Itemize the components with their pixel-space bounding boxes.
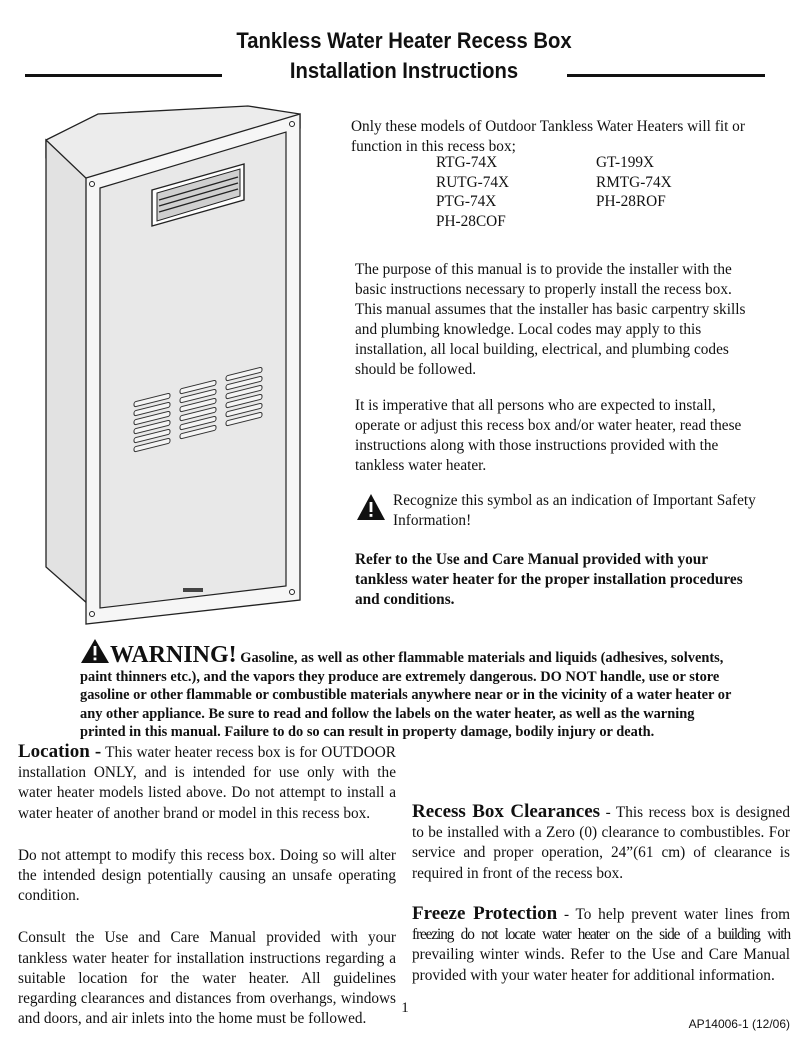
model-name: RUTG-74X <box>436 173 510 191</box>
freeze-text-b: freezing do not locate water heater on the side of a building with <box>412 926 790 944</box>
location-heading: Location - <box>18 741 102 762</box>
freeze-section <box>412 904 790 986</box>
purpose-paragraph: The purpose of this manual is to provide the installer with the basic instructions necessary to properly install the recess box. This manual assumes that the installer has basic carpentry skills and plumbing knowledge. Local codes may apply to this installation, all local building, electrical, and plumbing codes should be followed. <box>355 261 746 378</box>
model-row <box>436 173 756 193</box>
models-intro: Only these models of Outdoor Tankless Water Heaters will fit or function in this recess box; <box>351 118 745 155</box>
recess-box-illustration <box>38 92 308 642</box>
document-code: AP14006-1 (12/06) <box>688 1017 790 1031</box>
freeze-heading: Freeze Protection <box>412 903 558 924</box>
freeze-text-c: prevailing winter winds. Refer to the Use and Care Manual provided with your water heater for additional information. <box>412 946 790 984</box>
location-p3: Consult the Use and Care Manual provided with your tankless water heater for installation instructions regarding a suitable location for the water heater. All guidelines regarding clearances and distances from overhangs, windows and doors, and air inlets into the home must be followed. <box>18 929 396 1028</box>
warning-triangle-icon <box>356 493 386 521</box>
warning-label: WARNING! <box>110 642 237 668</box>
model-name <box>596 212 756 232</box>
clearances-heading: Recess Box Clearances <box>412 801 601 822</box>
model-row <box>436 192 756 212</box>
model-name: PH-28ROF <box>596 193 666 210</box>
model-name: GT-199X <box>596 154 655 171</box>
model-name: PTG-74X <box>436 193 497 210</box>
handle-icon <box>183 588 203 592</box>
safety-symbol-note: Recognize this symbol as an indication of Important Safety Information! <box>393 492 756 529</box>
page-subtitle: Installation Instructions <box>289 58 519 83</box>
model-row <box>436 212 756 232</box>
clearances-text: - This recess box is designed to be installed with a Zero (0) clearance to combustibles. For service and proper operation, 24”(61 cm) of clearance is required in front of the recess box. <box>412 804 790 882</box>
warning-text: Gasoline, as well as other flammable materials and liquids (adhesives, solvents, paint thinners etc.), and the vapors they produce are extremely dangerous. DO NOT handle, use or store gasoline or other flammable or combustible materials anywhere near or in the vicinity of a water heater or any other appliance. Be sure to read and follow the labels on the water heater, as well as the warning printed in this manual. Failure to do so can result in property damage, bodily injury or death. <box>80 650 732 740</box>
title-rule-right <box>567 74 765 77</box>
warning-block <box>80 638 740 742</box>
refer-note: Refer to the Use and Care Manual provided with your tankless water heater for the proper installation procedures and conditions. <box>355 551 743 608</box>
title-rule-left <box>25 74 222 77</box>
clearances-section <box>412 802 790 884</box>
model-name: RMTG-74X <box>596 173 672 191</box>
model-name: RTG-74X <box>436 154 498 171</box>
page-number: 1 <box>401 1000 409 1016</box>
model-list <box>436 153 756 231</box>
location-p1-text: This water heater recess box is for OUTDOOR installation ONLY, and is intended for use only with the water heater models listed above. Do not attempt to install a water heater of another brand or model in this recess box. <box>18 744 396 822</box>
page-title: Tankless Water Heater Recess Box <box>236 28 572 53</box>
warning-triangle-icon <box>80 638 110 664</box>
location-p1 <box>18 742 396 824</box>
freeze-text-a: - To help prevent water lines from <box>563 906 790 923</box>
location-section <box>18 742 396 1051</box>
right-column <box>412 742 790 764</box>
model-name: PH-28COF <box>436 212 506 230</box>
location-p2: Do not attempt to modify this recess box. Doing so will alter the intended design potentially causing an unsafe operating condition. <box>18 846 396 905</box>
model-row <box>436 153 756 173</box>
imperative-paragraph: It is imperative that all persons who are expected to install, operate or adjust this recess box and/or water heater, read these instructions along with those instructions provided with the tankless water heater. <box>355 397 742 474</box>
